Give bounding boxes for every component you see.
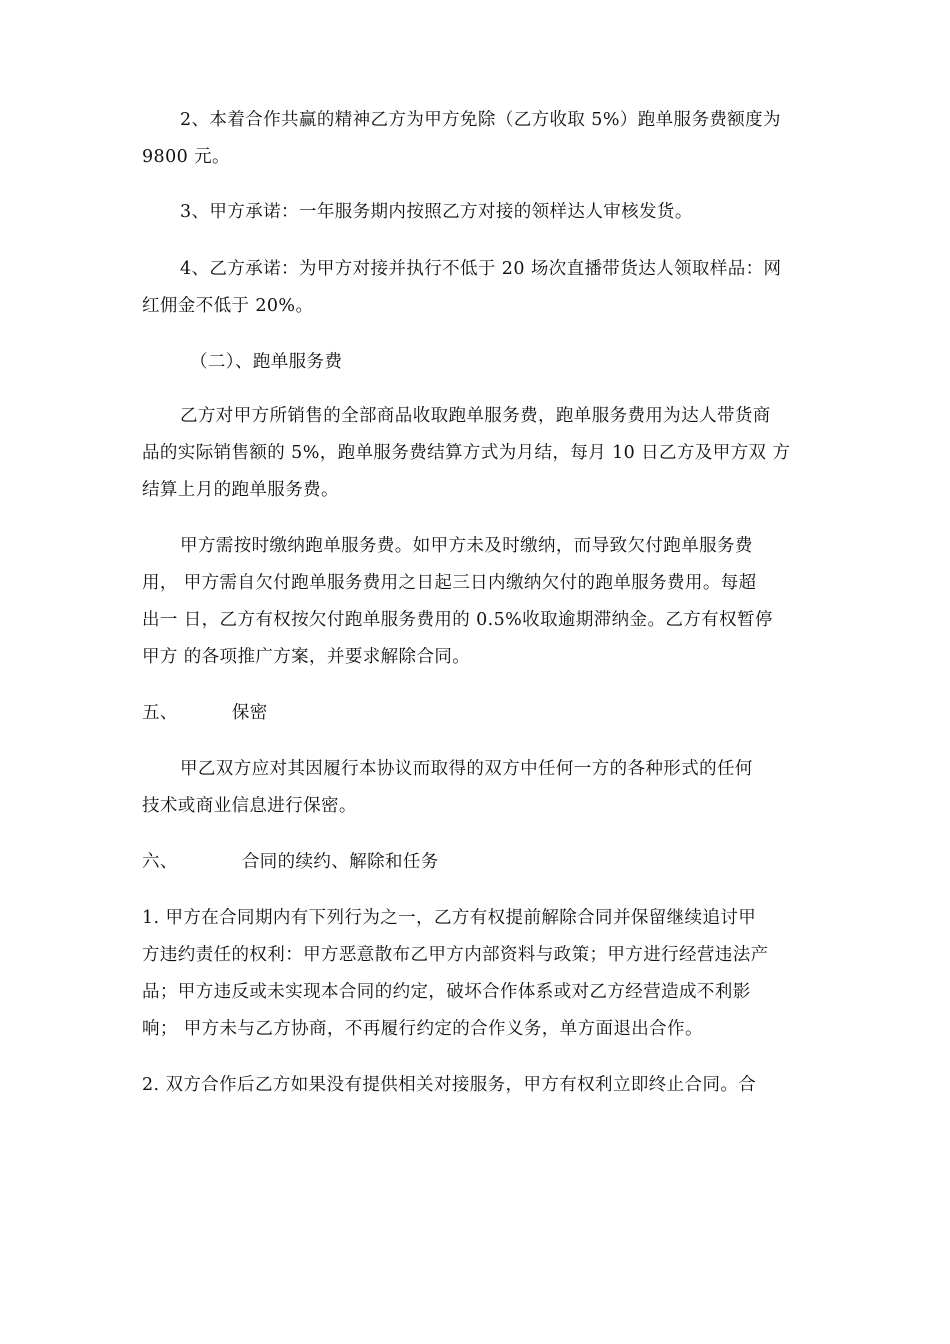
paragraph-line: 红佣金不低于 20%。: [142, 296, 314, 316]
paragraph-line: 甲方 的各项推广方案，并要求解除合同。: [142, 647, 471, 667]
paragraph-line: 3、甲方承诺：一年服务期内按照乙方对接的领样达人审核发货。: [180, 202, 693, 222]
paragraph-line: 4、乙方承诺：为甲方对接并执行不低于 20 场次直播带货达人领取样品：网: [180, 259, 782, 279]
paragraph-line: 结算上月的跑单服务费。: [142, 480, 339, 500]
paragraph-line: 2、本着合作共赢的精神乙方为甲方免除（乙方收取 5%）跑单服务费额度为: [180, 110, 781, 130]
paragraph-line: 方违约责任的权利：甲方恶意散布乙甲方内部资料与政策；甲方进行经营违法产: [142, 945, 769, 965]
paragraph-line: 响； 甲方未与乙方协商，不再履行约定的合作义务，单方面退出合作。: [142, 1019, 703, 1039]
section-heading-5: [142, 701, 822, 725]
paragraph-line: 2. 双方合作后乙方如果没有提供相关对接服务，甲方有权利立即终止合同。合: [142, 1075, 757, 1095]
section-subheading: （二）、跑单服务费: [190, 352, 343, 372]
paragraph-line: 1. 甲方在合同期内有下列行为之一，乙方有权提前解除合同并保留继续追讨甲: [142, 908, 757, 928]
section-number: 六、: [142, 852, 178, 872]
paragraph-line: 9800 元。: [142, 147, 230, 167]
paragraph-line: 品的实际销售额的 5%，跑单服务费结算方式为月结，每月 10 日乙方及甲方双 方: [142, 443, 791, 463]
paragraph-line: 品；甲方违反或未实现本合同的约定，破坏合作体系或对乙方经营造成不利影: [142, 982, 751, 1002]
paragraph-line: 用， 甲方需自欠付跑单服务费用之日起三日内缴纳欠付的跑单服务费用。每超: [142, 573, 757, 593]
section-title: 保密: [231, 703, 268, 723]
paragraph-line: 出一 日，乙方有权按欠付跑单服务费用的 0.5%收取逾期滞纳金。乙方有权暂停: [142, 610, 773, 630]
section-title: 合同的续约、解除和任务: [241, 852, 439, 872]
paragraph-line: 甲方需按时缴纳跑单服务费。如甲方未及时缴纳，而导致欠付跑单服务费: [180, 536, 753, 556]
section-number: 五、: [142, 703, 178, 723]
paragraph-line: 甲乙双方应对其因履行本协议而取得的双方中任何一方的各种形式的任何: [180, 759, 753, 779]
paragraph-line: 乙方对甲方所销售的全部商品收取跑单服务费，跑单服务费用为达人带货商: [180, 406, 771, 426]
paragraph-line: 技术或商业信息进行保密。: [142, 796, 357, 816]
section-heading-6: [142, 850, 822, 874]
